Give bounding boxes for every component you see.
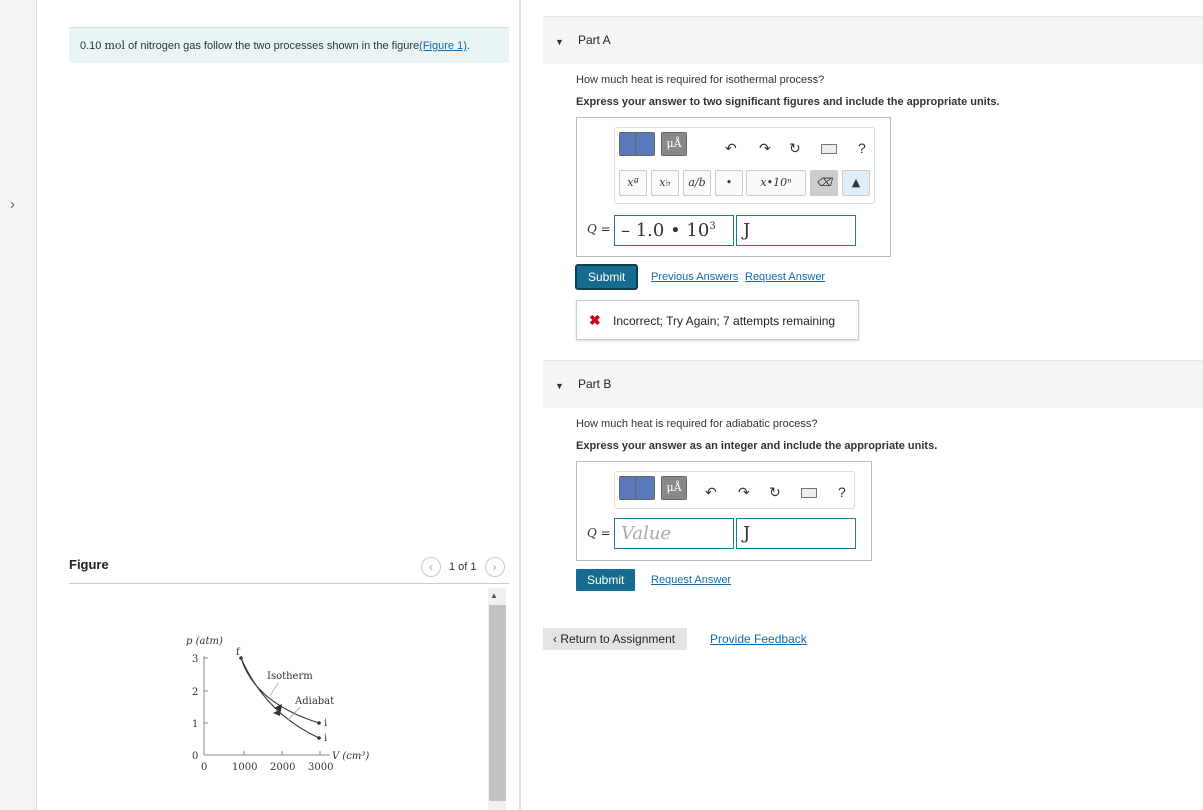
clear-button[interactable]: ⌫ <box>810 170 838 196</box>
provide-feedback-link[interactable]: Provide Feedback <box>710 632 807 646</box>
part-a-instruction: Express your answer to two significant figures and include the appropriate units. <box>576 96 1000 108</box>
collapse-triangle-icon: ▼ <box>555 381 564 391</box>
figure-page-count: 1 of 1 <box>449 561 477 573</box>
intro-unit: mol <box>104 39 126 52</box>
incorrect-icon: ✖ <box>589 312 601 328</box>
keyboard-icon[interactable] <box>821 144 837 154</box>
templates-button-alt[interactable] <box>635 476 655 500</box>
part-b-question: How much heat is required for adiabatic process? <box>576 418 818 430</box>
y-tick-label-2: 2 <box>192 687 199 698</box>
expand-chevron-icon[interactable]: › <box>10 196 15 213</box>
part-b-unit-input[interactable]: J <box>736 518 856 549</box>
part-b-toolbar <box>614 471 855 509</box>
point-f <box>239 656 243 660</box>
part-a-toolbar <box>614 127 875 204</box>
reset-icon[interactable]: ↻ <box>789 140 801 156</box>
superscript-button[interactable]: xª <box>619 170 647 196</box>
point-i-lower <box>317 736 321 740</box>
pv-diagram <box>170 628 380 778</box>
fraction-button[interactable]: a/b <box>683 170 711 196</box>
x-tick-label-1000: 1000 <box>232 762 258 773</box>
part-a-request-answer-link[interactable]: Request Answer <box>745 271 826 283</box>
x-tick-label-3000: 3000 <box>308 762 334 773</box>
x-tick-label-0: 0 <box>201 762 208 773</box>
next-figure-button[interactable]: › <box>485 557 505 577</box>
units-button[interactable]: μÅ <box>661 476 687 500</box>
y-axis-label: p (atm) <box>186 636 223 647</box>
figure-pager <box>421 557 505 577</box>
return-to-assignment-button[interactable] <box>543 628 687 650</box>
part-a-question: How much heat is required for isothermal process? <box>576 74 825 86</box>
part-b-submit-button[interactable]: Submit <box>576 569 635 591</box>
part-a-feedback <box>576 300 859 340</box>
part-b-request-answer-link[interactable]: Request Answer <box>651 574 732 586</box>
scroll-up-arrow-icon[interactable]: ▲ <box>490 591 498 600</box>
part-a-exponent: 3 <box>709 221 716 232</box>
label-f: f <box>236 647 240 658</box>
y-tick-label-1: 1 <box>192 719 199 730</box>
figure-heading: Figure <box>69 557 109 572</box>
prev-figure-button[interactable]: ‹ <box>421 557 441 577</box>
dot-button[interactable]: • <box>715 170 743 196</box>
part-a-value-input[interactable] <box>614 215 734 246</box>
label-i-lower: i <box>324 733 328 744</box>
subscript-button[interactable]: x♭ <box>651 170 679 196</box>
intro-text-end: . <box>466 40 470 52</box>
part-b-title: Part B <box>578 377 612 391</box>
part-a-unit-input[interactable]: J <box>736 215 856 246</box>
part-a-value: – 1.0 • 10 <box>621 220 710 241</box>
part-b-value-input[interactable]: Value <box>614 518 734 549</box>
help-icon[interactable]: ? <box>858 140 866 156</box>
back-chevron-icon: ‹ <box>553 632 561 646</box>
scientific-notation-button[interactable]: x•10ⁿ <box>746 170 806 196</box>
y-tick-label-3: 3 <box>192 654 199 665</box>
adiabat-label: Adiabat <box>295 696 335 707</box>
point-i-upper <box>317 721 321 725</box>
feedback-message: Incorrect; Try Again; 7 attempts remaining <box>613 314 836 328</box>
isotherm-leader <box>270 683 278 696</box>
scroll-thumb[interactable] <box>489 605 506 801</box>
left-rail <box>0 0 37 810</box>
previous-answers-link[interactable]: Previous Answers <box>651 271 739 283</box>
return-label: Return to Assignment <box>560 632 676 646</box>
intro-text-before: 0.10 <box>80 40 105 52</box>
templates-button-alt[interactable] <box>635 132 655 156</box>
intro-text-after: of nitrogen gas follow the two processes shown in the figure <box>125 40 420 52</box>
reset-icon[interactable]: ↻ <box>769 484 781 500</box>
part-a-submit-button[interactable]: Submit <box>577 266 636 288</box>
x-axis-label: V (cm³) <box>332 751 370 762</box>
label-i-upper: i <box>324 718 328 729</box>
collapse-triangle-icon: ▼ <box>555 37 564 47</box>
pane-divider[interactable] <box>519 0 521 810</box>
part-b-header[interactable] <box>543 360 1203 408</box>
keyboard-icon[interactable] <box>801 488 817 498</box>
x-tick-label-2000: 2000 <box>270 762 296 773</box>
units-button[interactable]: μÅ <box>661 132 687 156</box>
isotherm-label: Isotherm <box>267 671 313 682</box>
adiabat-leader <box>288 707 300 720</box>
redo-icon[interactable]: ↷ <box>759 140 771 156</box>
figure-divider <box>69 583 509 584</box>
y-tick-label-0: 0 <box>192 751 199 762</box>
part-a-header[interactable] <box>543 16 1203 64</box>
keyboard-toggle-button[interactable]: ▲ <box>842 170 870 196</box>
part-a-title: Part A <box>578 33 611 47</box>
figure-link[interactable]: (Figure 1) <box>419 40 467 52</box>
redo-icon[interactable]: ↷ <box>738 484 750 500</box>
part-b-instruction: Express your answer as an integer and include the appropriate units. <box>576 440 938 452</box>
help-icon[interactable]: ? <box>838 484 846 500</box>
undo-icon[interactable]: ↶ <box>725 140 737 156</box>
undo-icon[interactable]: ↶ <box>705 484 717 500</box>
problem-intro <box>69 27 509 63</box>
part-b-q-label: Q = <box>587 526 611 540</box>
part-a-q-label: Q = <box>587 222 611 236</box>
